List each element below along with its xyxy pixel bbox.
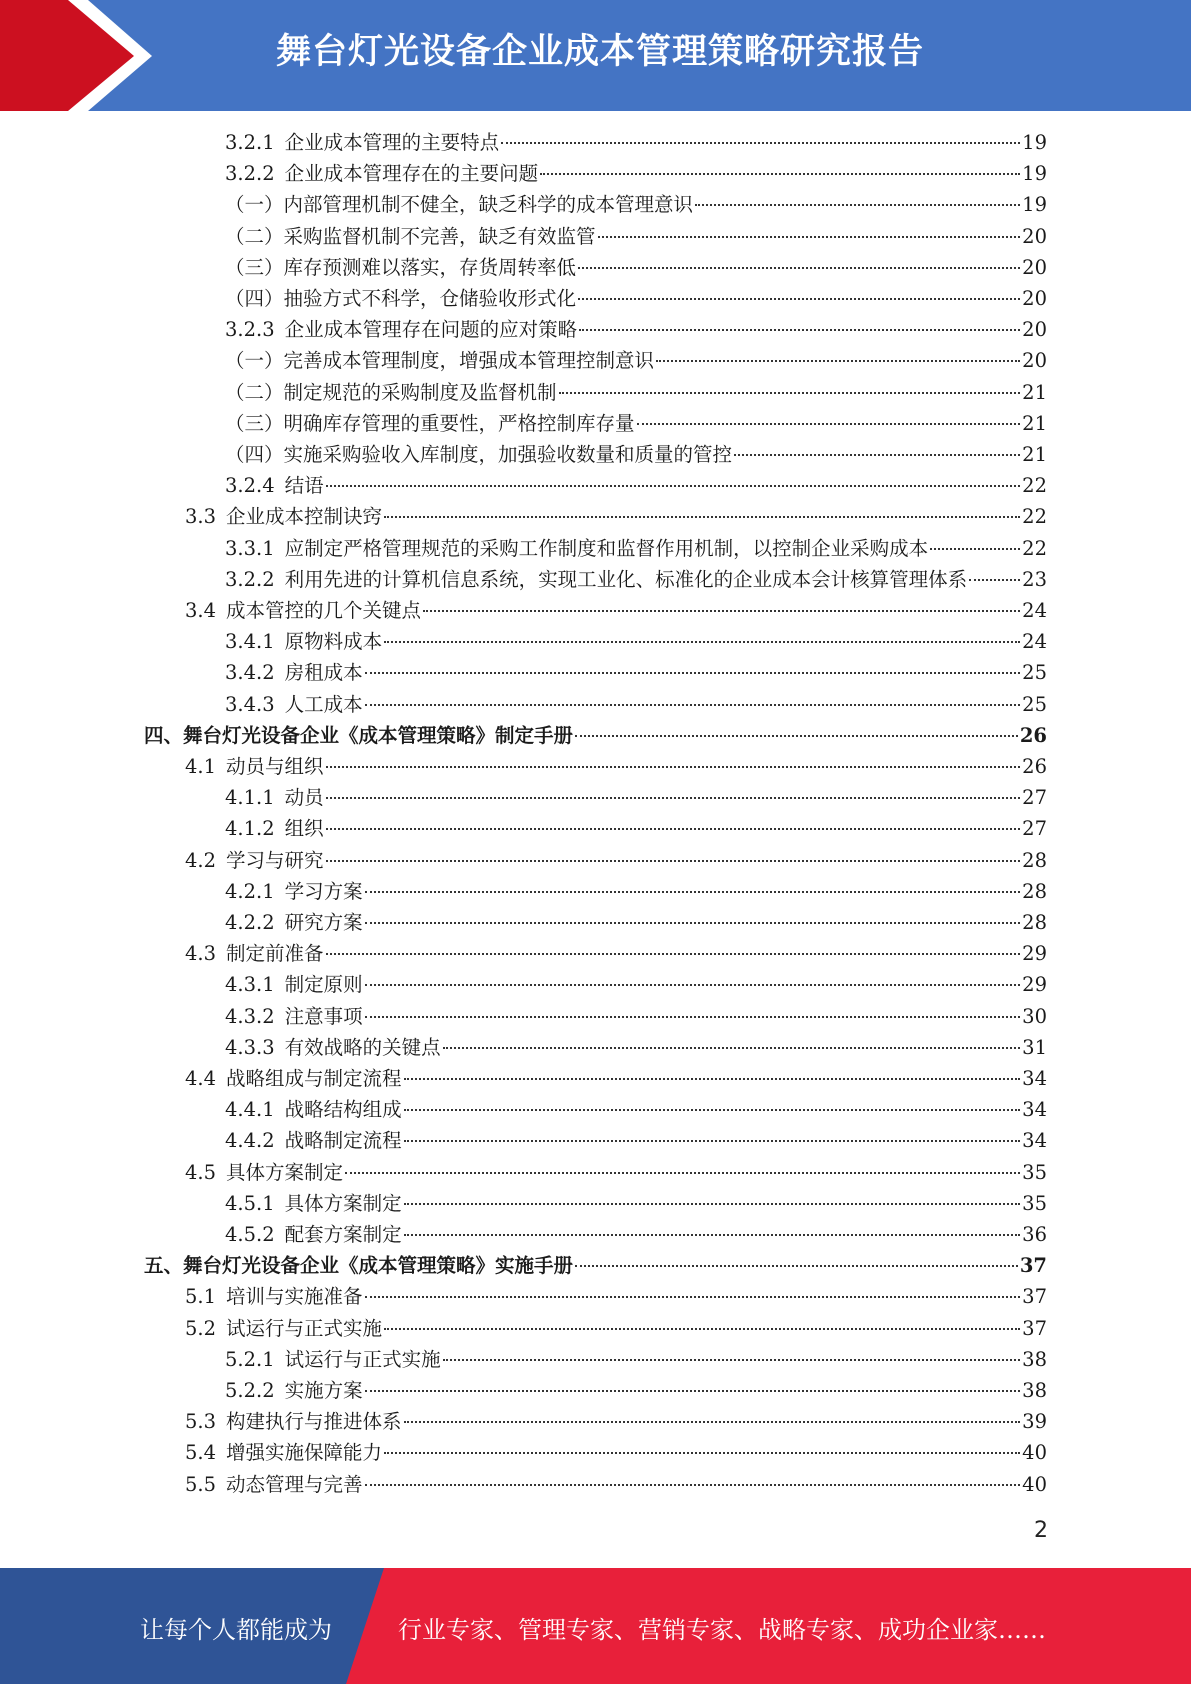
toc-entry-title: 具体方案制定 (226, 1161, 344, 1184)
toc-entry[interactable] (225, 221, 1047, 252)
toc-dot-leader (365, 1296, 1021, 1298)
toc-entry-number: 3.2.2 (225, 568, 275, 591)
toc-entry[interactable] (225, 907, 1047, 938)
toc-entry-page: 29 (1022, 942, 1047, 965)
toc-entry-title: 制定规范的采购制度及监督机制 (283, 381, 557, 404)
toc-entry-page: 29 (1022, 973, 1047, 996)
toc-entry-title: 战略组成与制定流程 (226, 1067, 402, 1090)
toc-entry-page: 25 (1022, 661, 1047, 684)
toc-entry[interactable] (225, 127, 1047, 158)
toc-entry-page: 36 (1022, 1223, 1047, 1246)
toc-entry-title: 有效战略的关键点 (284, 1036, 441, 1059)
toc-dot-leader (384, 516, 1020, 518)
toc-entry-title: 内部管理机制不健全，缺乏科学的成本管理意识 (283, 193, 694, 216)
toc-entry[interactable] (225, 1188, 1047, 1219)
toc-entry[interactable] (225, 969, 1047, 1000)
footer-slogan-right: 行业专家、管理专家、营销专家、战略专家、成功企业家…… (398, 1616, 1046, 1644)
toc-entry-number: （三） (225, 256, 284, 279)
toc-entry-title: 原物料成本 (284, 630, 383, 653)
toc-entry-title: 人工成本 (284, 693, 363, 716)
toc-entry-number: 4.5.2 (225, 1223, 275, 1246)
toc-dot-leader (578, 267, 1020, 269)
toc-entry[interactable] (225, 408, 1047, 439)
toc-entry-title: 应制定严格管理规范的采购工作制度和监督作用机制，以控制企业采购成本 (284, 537, 929, 560)
toc-entry-title: 试运行与正式实施 (226, 1317, 383, 1340)
toc-entry[interactable] (225, 1344, 1047, 1375)
toc-dot-leader (365, 984, 1021, 986)
toc-entry[interactable] (144, 1250, 1047, 1281)
toc-entry-title: 企业成本管理存在问题的应对策略 (284, 318, 578, 341)
toc-entry[interactable] (185, 751, 1047, 782)
toc-entry[interactable] (185, 501, 1047, 532)
toc-entry-number: （四） (225, 287, 284, 310)
toc-entry-number: 5.3 (185, 1410, 217, 1433)
toc-entry-page: 23 (1022, 568, 1047, 591)
toc-dot-leader (384, 641, 1020, 643)
toc-entry-title: 采购监督机制不完善，缺乏有效监管 (283, 225, 596, 248)
toc-dot-leader (365, 1484, 1021, 1486)
toc-entry-title: 制定前准备 (226, 942, 324, 965)
toc-entry[interactable] (185, 1406, 1047, 1437)
toc-entry-page: 22 (1022, 474, 1047, 497)
toc-dot-leader (695, 204, 1020, 206)
toc-entry-number: 5.2.1 (225, 1348, 275, 1371)
toc-entry[interactable] (225, 813, 1047, 844)
toc-entry-page: 38 (1022, 1348, 1047, 1371)
toc-entry-number: 4.1 (185, 755, 217, 778)
toc-entry[interactable] (185, 938, 1047, 969)
toc-entry-page: 21 (1022, 381, 1047, 404)
toc-entry-page: 37 (1022, 1317, 1047, 1340)
toc-dot-leader (540, 173, 1020, 175)
toc-entry-number: （二） (225, 381, 284, 404)
toc-entry-number: 3.4.1 (225, 630, 275, 653)
toc-entry-page: 20 (1022, 318, 1047, 341)
toc-entry-page: 24 (1022, 599, 1047, 622)
toc-entry[interactable] (225, 1094, 1047, 1125)
toc-entry-number: 5.5 (185, 1473, 217, 1496)
toc-entry-title: 抽验方式不科学，仓储验收形式化 (283, 287, 577, 310)
toc-entry-title: 学习方案 (284, 880, 363, 903)
toc-entry[interactable] (225, 626, 1047, 657)
toc-dot-leader (969, 579, 1020, 581)
toc-entry-page: 20 (1022, 287, 1047, 310)
toc-entry-page: 26 (1022, 755, 1047, 778)
toc-entry-title: 学习与研究 (226, 849, 324, 872)
toc-entry[interactable] (185, 1063, 1047, 1094)
toc-entry-page: 25 (1022, 693, 1047, 716)
toc-entry-title: 动态管理与完善 (226, 1473, 363, 1496)
toc-dot-leader (326, 766, 1021, 768)
toc-entry-page: 30 (1022, 1005, 1047, 1028)
toc-entry[interactable] (185, 595, 1047, 626)
toc-dot-leader (575, 735, 1018, 737)
toc-entry-title: 战略制定流程 (284, 1129, 402, 1152)
toc-entry-number: 4.1.1 (225, 786, 275, 809)
toc-entry-number: 4.2 (185, 849, 217, 872)
toc-entry-number: 4.5.1 (225, 1192, 275, 1215)
page-footer (0, 1568, 1191, 1684)
toc-dot-leader (365, 1390, 1021, 1392)
toc-dot-leader (443, 1047, 1021, 1049)
toc-dot-leader (734, 454, 1020, 456)
toc-entry-page: 21 (1022, 412, 1047, 435)
toc-entry-page: 19 (1022, 131, 1047, 154)
toc-entry-page: 27 (1022, 817, 1047, 840)
toc-dot-leader (578, 298, 1020, 300)
toc-dot-leader (345, 1172, 1020, 1174)
toc-entry-number: 5.2.2 (225, 1379, 275, 1402)
toc-entry-number: 5.1 (185, 1285, 217, 1308)
toc-entry[interactable] (225, 657, 1047, 688)
toc-dot-leader (326, 860, 1021, 862)
toc-entry[interactable] (185, 1313, 1047, 1344)
toc-entry-title: 企业成本控制诀窍 (226, 505, 383, 528)
toc-entry-title: 舞台灯光设备企业《成本管理策略》制定手册 (183, 724, 574, 747)
toc-entry-page: 27 (1022, 786, 1047, 809)
toc-entry[interactable] (225, 1375, 1047, 1406)
toc-dot-leader (365, 1016, 1021, 1018)
toc-entry-number: 4.2.2 (225, 911, 275, 934)
toc-entry[interactable] (225, 283, 1047, 314)
toc-entry-number: 4.3.1 (225, 973, 275, 996)
toc-dot-leader (930, 548, 1020, 550)
page-header (0, 0, 1191, 111)
toc-entry-title: 制定原则 (284, 973, 363, 996)
toc-entry[interactable] (225, 470, 1047, 501)
toc-dot-leader (326, 797, 1021, 799)
toc-entry-page: 24 (1022, 630, 1047, 653)
toc-entry-title: 利用先进的计算机信息系统，实现工业化、标准化的企业成本会计核算管理体系 (284, 568, 968, 591)
toc-entry-page: 31 (1022, 1036, 1047, 1059)
toc-entry-number: 3.3.1 (225, 537, 275, 560)
toc-entry-number: （一） (225, 193, 284, 216)
toc-entry-page: 21 (1022, 443, 1047, 466)
toc-dot-leader (365, 891, 1021, 893)
toc-entry-page: 35 (1022, 1192, 1047, 1215)
toc-entry[interactable] (225, 1125, 1047, 1156)
toc-entry-title: 动员 (284, 786, 324, 809)
toc-entry-number: （四） (225, 443, 284, 466)
page-number: 2 (1034, 1518, 1048, 1543)
toc-entry-title: 完善成本管理制度，增强成本管理控制意识 (283, 349, 655, 372)
toc-entry-title: 配套方案制定 (284, 1223, 402, 1246)
toc-entry-number: 5.4 (185, 1441, 217, 1464)
toc-entry-page: 40 (1022, 1473, 1047, 1496)
toc-dot-leader (404, 1234, 1021, 1236)
toc-entry-page: 39 (1022, 1410, 1047, 1433)
toc-entry[interactable] (185, 1281, 1047, 1312)
toc-entry[interactable] (185, 845, 1047, 876)
toc-entry-page: 20 (1022, 256, 1047, 279)
toc-dot-leader (575, 1265, 1018, 1267)
toc-entry-title: 研究方案 (284, 911, 363, 934)
toc-dot-leader (637, 423, 1021, 425)
toc-entry-title: 增强实施保障能力 (226, 1441, 383, 1464)
toc-entry-title: 实施方案 (284, 1379, 363, 1402)
toc-entry-title: 构建执行与推进体系 (226, 1410, 402, 1433)
toc-entry-page: 38 (1022, 1379, 1047, 1402)
toc-entry-number: 4.2.1 (225, 880, 275, 903)
toc-dot-leader (443, 1359, 1021, 1361)
toc-entry-page: 35 (1022, 1161, 1047, 1184)
toc-entry[interactable] (225, 345, 1047, 376)
toc-entry[interactable] (225, 158, 1047, 189)
toc-entry-number: 4.5 (185, 1161, 217, 1184)
toc-entry-title: 成本管控的几个关键点 (226, 599, 422, 622)
toc-entry-title: 实施采购验收入库制度，加强验收数量和质量的管控 (283, 443, 733, 466)
toc-entry-page: 37 (1019, 1254, 1047, 1277)
toc-dot-leader (365, 922, 1021, 924)
toc-dot-leader (404, 1421, 1021, 1423)
toc-entry[interactable] (144, 720, 1047, 751)
toc-entry-page: 20 (1022, 225, 1047, 248)
toc-entry-page: 20 (1022, 349, 1047, 372)
toc-entry[interactable] (225, 252, 1047, 283)
toc-entry[interactable] (225, 564, 1047, 595)
toc-dot-leader (404, 1140, 1021, 1142)
toc-entry-number: 四、 (144, 724, 184, 747)
toc-dot-leader (404, 1078, 1021, 1080)
toc-entry[interactable] (225, 314, 1047, 345)
toc-entry-page: 40 (1022, 1441, 1047, 1464)
toc-entry[interactable] (225, 377, 1047, 408)
toc-entry-page: 37 (1022, 1285, 1047, 1308)
toc-entry-number: 4.4 (185, 1067, 217, 1090)
toc-dot-leader (501, 142, 1020, 144)
toc-entry-title: 具体方案制定 (284, 1192, 402, 1215)
toc-entry-number: 3.4.2 (225, 661, 275, 684)
toc-entry-number: 3.2.4 (225, 474, 275, 497)
toc-entry[interactable] (185, 1157, 1047, 1188)
toc-entry-title: 明确库存管理的重要性，严格控制库存量 (283, 412, 635, 435)
toc-entry-title: 房租成本 (284, 661, 363, 684)
toc-entry[interactable] (225, 439, 1047, 470)
toc-entry[interactable] (225, 689, 1047, 720)
toc-entry-number: 3.4.3 (225, 693, 275, 716)
toc-entry-number: 4.3.3 (225, 1036, 275, 1059)
toc-entry-title: 结语 (284, 474, 324, 497)
toc-entry-page: 22 (1022, 537, 1047, 560)
toc-entry-page: 22 (1022, 505, 1047, 528)
toc-entry-number: 3.2.2 (225, 162, 275, 185)
toc-entry-page: 34 (1022, 1098, 1047, 1121)
toc-entry-title: 企业成本管理存在的主要问题 (284, 162, 539, 185)
toc-entry[interactable] (225, 189, 1047, 220)
toc-entry-number: （二） (225, 225, 284, 248)
toc-entry-page: 34 (1022, 1129, 1047, 1152)
toc-dot-leader (656, 360, 1020, 362)
toc-entry-title: 试运行与正式实施 (284, 1348, 441, 1371)
toc-entry-page: 28 (1022, 880, 1047, 903)
toc-entry-title: 战略结构组成 (284, 1098, 402, 1121)
toc-entry[interactable] (185, 1437, 1047, 1468)
toc-entry-title: 组织 (284, 817, 324, 840)
toc-dot-leader (579, 329, 1020, 331)
toc-entry[interactable] (185, 1469, 1047, 1500)
toc-entry-number: 4.3.2 (225, 1005, 275, 1028)
toc-entry[interactable] (225, 533, 1047, 564)
toc-entry-page: 19 (1022, 162, 1047, 185)
toc-entry-title: 注意事项 (284, 1005, 363, 1028)
toc-entry-number: 3.2.1 (225, 131, 275, 154)
toc-dot-leader (423, 610, 1020, 612)
toc-entry-number: 4.4.1 (225, 1098, 275, 1121)
toc-entry-number: 五、 (144, 1254, 184, 1277)
header-title: 舞台灯光设备企业成本管理策略研究报告 (275, 32, 924, 72)
toc-dot-leader (326, 953, 1021, 955)
toc-entry-page: 26 (1019, 724, 1047, 747)
toc-entry-page: 28 (1022, 911, 1047, 934)
toc-entry-number: 3.2.3 (225, 318, 275, 341)
toc-entry-title: 动员与组织 (226, 755, 324, 778)
toc-dot-leader (384, 1328, 1020, 1330)
toc-entry-number: 4.1.2 (225, 817, 275, 840)
toc-entry-number: 5.2 (185, 1317, 217, 1340)
toc-entry-number: 3.3 (185, 505, 217, 528)
toc-entry[interactable] (225, 782, 1047, 813)
toc-entry-number: （一） (225, 349, 284, 372)
toc-entry[interactable] (225, 1219, 1047, 1250)
toc-entry[interactable] (225, 1032, 1047, 1063)
toc-dot-leader (365, 704, 1021, 706)
toc-dot-leader (365, 672, 1021, 674)
toc-entry-number: 4.4.2 (225, 1129, 275, 1152)
toc-dot-leader (598, 236, 1021, 238)
toc-entry[interactable] (225, 1001, 1047, 1032)
toc-entry-page: 34 (1022, 1067, 1047, 1090)
footer-slogan-left: 让每个人都能成为 (140, 1616, 332, 1644)
toc-entry-title: 企业成本管理的主要特点 (284, 131, 500, 154)
toc-dot-leader (384, 1452, 1020, 1454)
toc-entry-page: 19 (1022, 193, 1047, 216)
toc-dot-leader (559, 392, 1021, 394)
toc-entry-title: 库存预测难以落实，存货周转率低 (283, 256, 577, 279)
toc-dot-leader (326, 828, 1021, 830)
toc-entry-number: （三） (225, 412, 284, 435)
toc-entry-title: 舞台灯光设备企业《成本管理策略》实施手册 (183, 1254, 574, 1277)
toc-dot-leader (404, 1203, 1021, 1205)
toc-entry-number: 4.3 (185, 942, 217, 965)
toc-entry[interactable] (225, 876, 1047, 907)
toc-dot-leader (404, 1109, 1021, 1111)
toc-entry-number: 3.4 (185, 599, 217, 622)
toc-entry-page: 28 (1022, 849, 1047, 872)
toc-entry-title: 培训与实施准备 (226, 1285, 363, 1308)
toc-dot-leader (326, 485, 1021, 487)
